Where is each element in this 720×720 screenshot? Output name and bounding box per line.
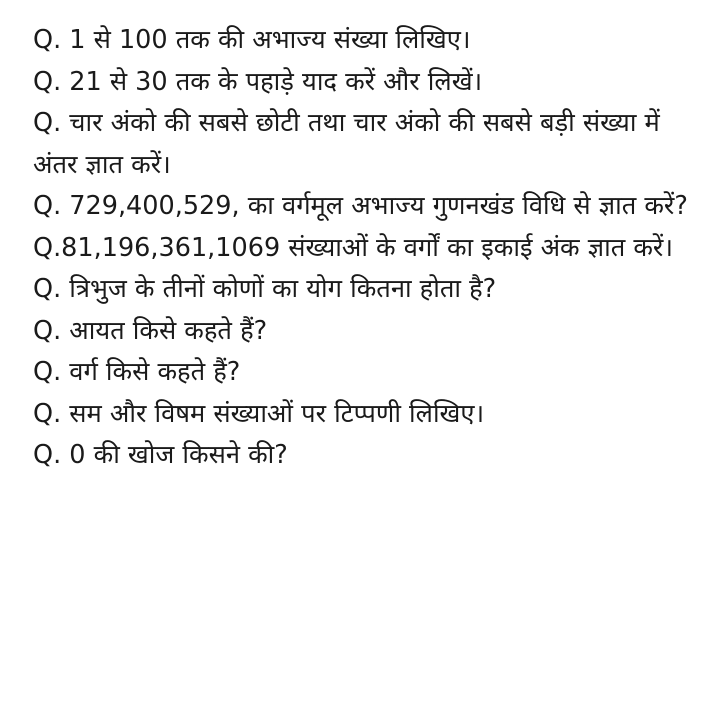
question-3: Q. चार अंको की सबसे छोटी तथा चार अंको की सबसे बड़ी संख्या में अंतर ज्ञात करें। [33,108,660,180]
question-4: Q. 729,400,529, का वर्गमूल अभाज्य गुणनखंड विधि से ज्ञात करें? [33,191,688,221]
question-list [33,20,692,477]
question-5: Q.81,196,361,1069 संख्याओं के वर्गों का इकाई अंक ज्ञात करें। [33,232,674,263]
question-1: Q. 1 से 100 तक की अभाज्य संख्या लिखिए। [33,25,471,55]
question-6: Q. त्रिभुज के तीनों कोणों का योग कितना होता है? [33,274,497,304]
question-8: Q. वर्ग किसे कहते हैं? [33,357,241,387]
question-9: Q. सम और विषम संख्याओं पर टिप्पणी लिखिए। [33,398,485,429]
question-2: Q. 21 से 30 तक के पहाड़े याद करें और लिखें। [33,66,483,97]
question-7: Q. आयत किसे कहते हैं? [33,315,268,346]
question-10: Q. 0 की खोज किसने की? [33,440,288,470]
